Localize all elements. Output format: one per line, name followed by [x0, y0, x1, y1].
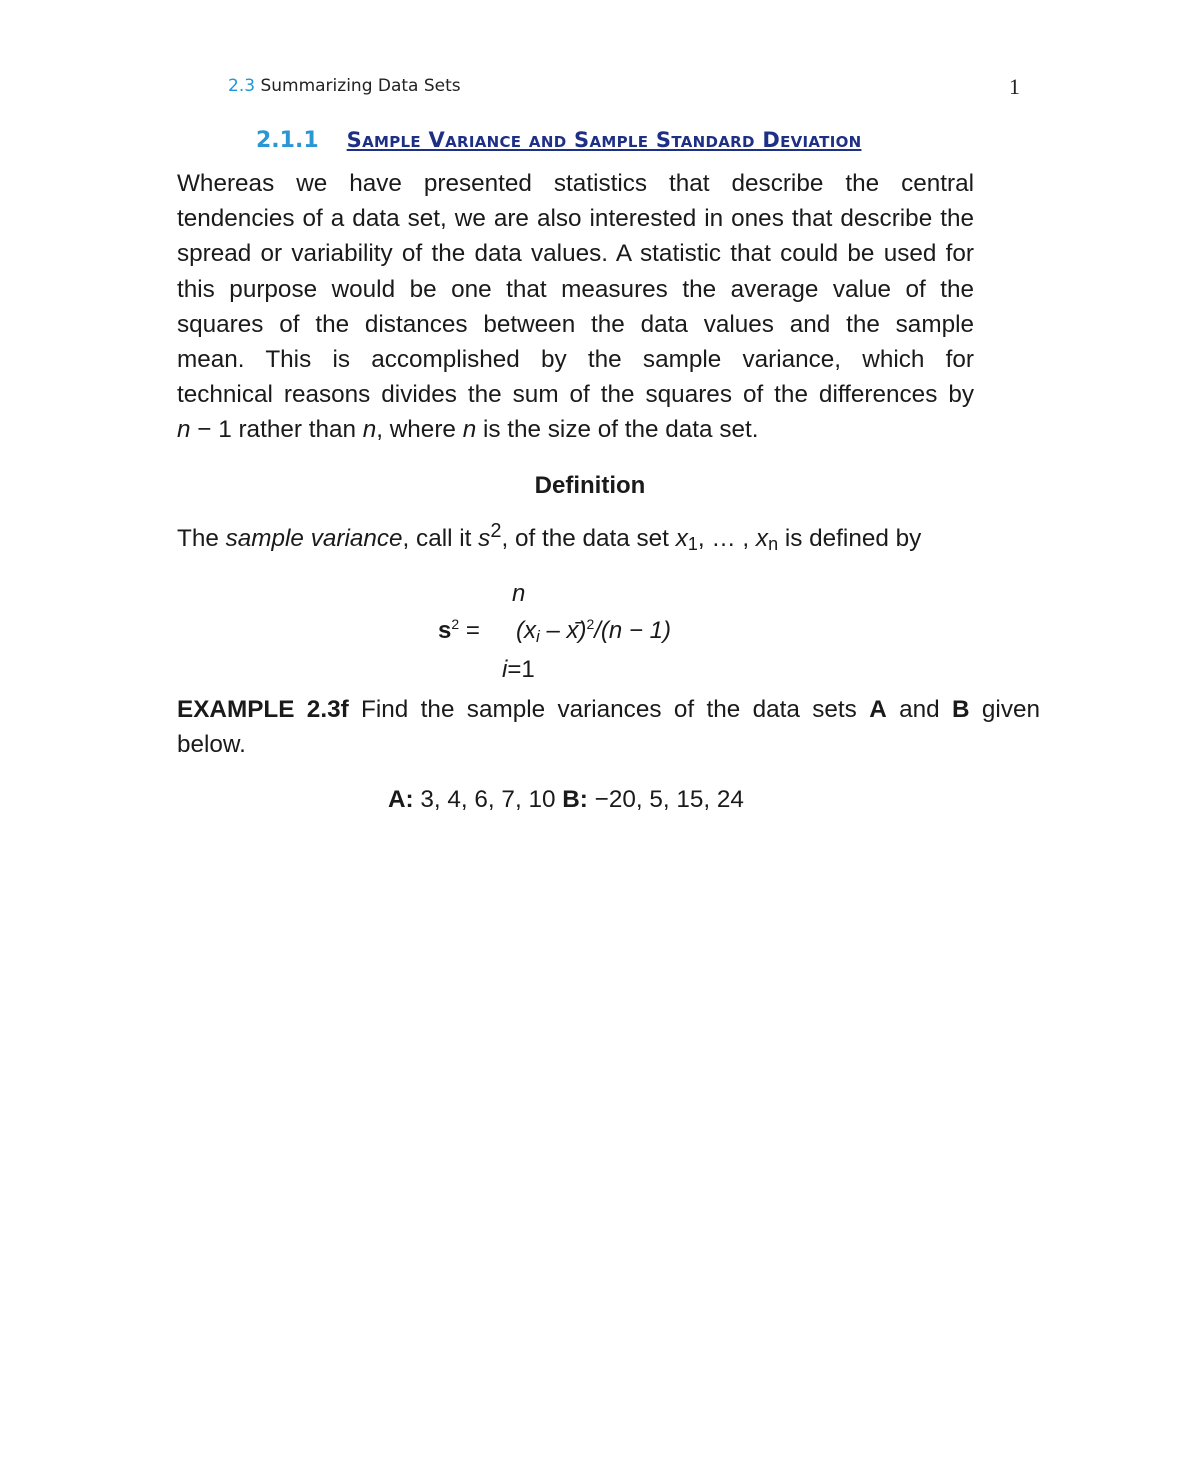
variance-formula	[430, 580, 750, 690]
paragraph-line: mean. This is accomplished by the sample variance, which for	[177, 345, 974, 373]
paragraph-text: , where	[376, 416, 463, 444]
exponent: 2	[490, 520, 502, 542]
set-a-values: 3, 4, 6, 7, 10	[413, 786, 556, 813]
set-a-ref: A	[869, 696, 887, 723]
subscript: i	[536, 627, 540, 646]
definition-fragment: , … ,	[697, 525, 756, 553]
section-title: Summarizing Data Sets	[260, 76, 461, 96]
example-line: below.	[177, 731, 246, 759]
section-number: 2.3	[228, 76, 256, 96]
subscript: 1	[687, 534, 698, 555]
formula-term: – x	[539, 617, 579, 644]
definition-title: Definition	[534, 472, 646, 499]
lower-limit-value: =1	[507, 656, 535, 683]
formula-body	[516, 616, 671, 647]
definition-fragment: The	[177, 525, 226, 553]
paragraph-line: this purpose would be one that measures the average value of the	[177, 275, 974, 303]
set-b-values: −20, 5, 15, 24	[587, 786, 744, 813]
var-n: n	[462, 416, 477, 444]
data-sets	[388, 786, 744, 814]
page-number: 1	[1009, 74, 1020, 99]
running-header	[228, 76, 461, 96]
term-sample-variance: sample variance	[225, 525, 403, 553]
paragraph-line	[177, 412, 974, 447]
paragraph-line: spread or variability of the data values. A statistic that could be used for	[177, 240, 974, 268]
example-label: EXAMPLE 2.3f	[177, 696, 349, 723]
subscript: n	[768, 534, 779, 555]
definition-fragment: is defined by	[778, 525, 922, 553]
example-text: given	[969, 696, 1040, 723]
sum-lower-limit	[502, 656, 535, 684]
paragraph-line: squares of the distances between the data values and the sample	[177, 310, 974, 338]
intro-paragraph	[177, 166, 974, 448]
definition-fragment: , call it	[402, 525, 479, 553]
equals-sign: =	[459, 617, 480, 644]
page-header	[228, 74, 1020, 100]
definition-text	[177, 520, 921, 555]
var-x: x	[675, 525, 688, 553]
paragraph-line: Whereas we have presented statistics that describe the central	[177, 170, 974, 197]
example-block	[177, 692, 1040, 762]
paragraph-line: tendencies of a data set, we are also interested in ones that describe the	[177, 205, 974, 233]
heading-title: Sample Variance and Sample Standard Deviation	[346, 128, 862, 152]
set-a-label: A:	[388, 786, 414, 813]
example-text: Find the sample variances of the data sets	[348, 696, 870, 723]
formula-term: )	[578, 617, 587, 644]
var-s: s	[478, 525, 491, 553]
var-x: x	[755, 525, 769, 553]
formula-lhs	[438, 616, 480, 645]
paragraph-text: is the size of the data set.	[476, 416, 759, 444]
paragraph-line: technical reasons divides the sum of the squares of the differences by	[177, 381, 974, 409]
sum-upper-limit: n	[512, 580, 526, 607]
paragraph-text: − 1 rather than	[190, 416, 363, 444]
formula-term: (x	[516, 617, 536, 644]
formula-s: s	[438, 617, 452, 644]
exponent: 2	[451, 616, 460, 632]
exponent: 2	[586, 616, 595, 632]
heading-number: 2.1.1	[256, 128, 319, 153]
var-n: n	[177, 416, 191, 444]
set-b-ref: B	[952, 696, 970, 723]
example-line	[177, 692, 1040, 727]
set-b-label: B:	[555, 786, 588, 813]
definition-fragment: , of the data set	[501, 525, 676, 553]
formula-term: /(n − 1)	[594, 617, 671, 644]
example-text: and	[886, 696, 952, 723]
var-n: n	[362, 416, 377, 444]
index-i: i	[502, 656, 508, 683]
section-heading	[256, 128, 861, 153]
